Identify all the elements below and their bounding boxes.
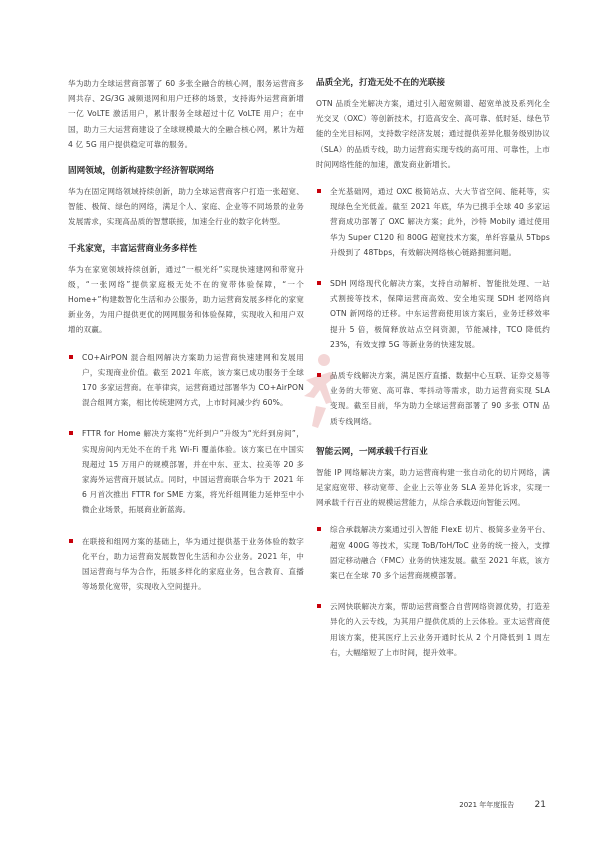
- right-bullet-list-optical: [316, 184, 550, 429]
- heading-all-optical: 品质全光，打造无处不在的光联接: [316, 78, 445, 88]
- paragraph-intelligent-ip: 智能 IP 网络解决方案，助力运营商构建一张自动化的切片网络，满足家庭宽带、移动宽带、企业上云等业务 SLA 差异化诉求，实现一网承载千行百业的规模运营能力，从综合承载迈向智能云网。: [316, 467, 550, 508]
- heading-gigabit-home: 千兆家宽，丰富运营商业务多样性: [68, 243, 197, 254]
- paragraph-otn: OTN 品质全光解决方案，通过引入超宽频谱、超宽单波及系列化全光交叉（OXC）等创新技术，打造高安全、高可靠、低时延、绿色节能的全光目标网，支持数字经济发展；通过提供差异化服务级别协议（SLA）的品质专线，助力运营商实现专线的高可用、可靠性，上市时间网络性能的加速，激发商业新增长。: [316, 99, 550, 169]
- list-item: FTTR for Home 解决方案将“光纤到户”升级为“光纤到房间”，实现房间内无处不在的千兆 Wi-Fi 覆盖体验。该方案已在中国实现超过 15 万用户的规模部署，并在中东、亚太、拉美等 20 多家海外运营商开展试点。同时，中国运营商联合华为于 2021 年 6 月首次推出 FTTR for SME 方案，将光纤组网能力延伸至中小微企业场景，拓展商业新蓝海。: [68, 426, 304, 517]
- right-column: [316, 76, 550, 676]
- list-item: 在联接和组网方案的基础上，华为通过提供基于业务体验的数字化平台，助力运营商发展数智化生活和办公业务。2021 年，中国运营商与华为合作，拓展多样化的家庭业务，包含教育、直播等场景化宽带，实现收入空间提升。: [68, 534, 304, 595]
- paragraph-core-network: 华为助力全球运营商部署了 60 多张全融合的核心网，服务运营商多网共存、2G/3G 减频退网和用户迁移的场景，支持海外运营商新增一亿 VoLTE 激活用户，累计服务全球超过十亿 VoLTE 用户；在中国，助力三大运营商建设了全球规模最大的全融合核心网，累计为超 4 亿 5G 用户提供稳定可靠的服务。: [68, 79, 304, 149]
- page-number: 21: [534, 800, 546, 810]
- page-footer: [459, 800, 546, 810]
- list-item: 综合承载解决方案通过引入智能 FlexE 切片、极简多业务平台、超宽 400G 等技术，实现 ToB/ToH/ToC 业务的统一接入，支撑固定移动融合（FMC）业务的快速发展。截至 2021 年底，该方案已在全球 70 多个运营商规模部署。: [316, 522, 550, 583]
- list-item: SDH 网络现代化解决方案，支持自动解析、智能批处理、一站式割接等技术，保障运营商高效、安全地实现 SDH 老网络向 OTN 新网络的迁移。中东运营商使用该方案后，业务迁移效率提升 5 倍，极简释放站点空间资源，节能减排，TCO 降低约 23%，有效支撑 5G 等新业务的快速发展。: [316, 276, 550, 352]
- list-item: 云网快联解决方案，帮助运营商整合自营网络资源优势，打造差异化的入云专线，为其用户提供优质的上云体验。亚太运营商使用该方案，使其医疗上云业务开通时长从 2 个月降低到 1 周左右，大幅缩短了上市时间，提升效率。: [316, 599, 550, 660]
- list-item: CO+AirPON 混合组网解决方案助力运营商快速建网和发展用户，实现商业价值。截至 2021 年底，该方案已成功服务于全球 170 多家运营商。在菲律宾，运营商通过部署华为 CO+AirPON 混合组网方案，相比传统建网方式，上市时间减少约 60%。: [68, 350, 304, 411]
- right-bullet-list-cloud: [316, 522, 550, 660]
- left-bullet-list: [68, 350, 304, 595]
- left-column: [68, 76, 304, 610]
- list-item: 全光基础网，通过 OXC 极简站点、大大节省空间、能耗等，实现绿色全光低盖。截至 2021 年底，华为已携手全球 40 多家运营商成功部署了 OXC 解决方案；此外，沙特 Mobily 通过使用华为 Super C120 和 800G 超宽技术方案，单纤容量从 5Tbps 升级到了 48Tbps，有效解决网络核心链路拥塞问题。: [316, 184, 550, 260]
- heading-intelligent-cloud-network: 智能云网，一网承载千行百业: [316, 446, 428, 457]
- paragraph-fixed-network: 华为在固定网络领域持续创新，助力全球运营商客户打造一张超宽、智能、极简、绿色的网络，满足个人、家庭、企业等不同场景的业务发展需求，实现高品质的智慧联接，加速全行业的数字化转型。: [68, 187, 304, 227]
- report-label: 2021 年年度报告: [459, 801, 515, 809]
- list-item: 品质专线解决方案，满足医疗直播、数据中心互联、证券交易等业务的大带宽、高可靠、零抖动等需求，助力运营商实现 SLA 变现。截至目前，华为助力全球运营商部署了 90 多张 OTN 品质专线网络。: [316, 368, 550, 429]
- heading-fixed-network: 固网领域，创新构建数字经济智联网络: [68, 166, 215, 177]
- paragraph-gigabit-home: 华为在家宽领域持续创新，通过“一根光纤”实现快速建网和带宽升级，“一张网络”提供家庭极无处不在的宽带体验保障，“一个 Home+”构建数智化生活和办公服务，助力运营商发展多样化的家宽新业务，为用户提供更优的网网服务和体验保障，实现收入和用户双增的双赢。: [68, 264, 304, 335]
